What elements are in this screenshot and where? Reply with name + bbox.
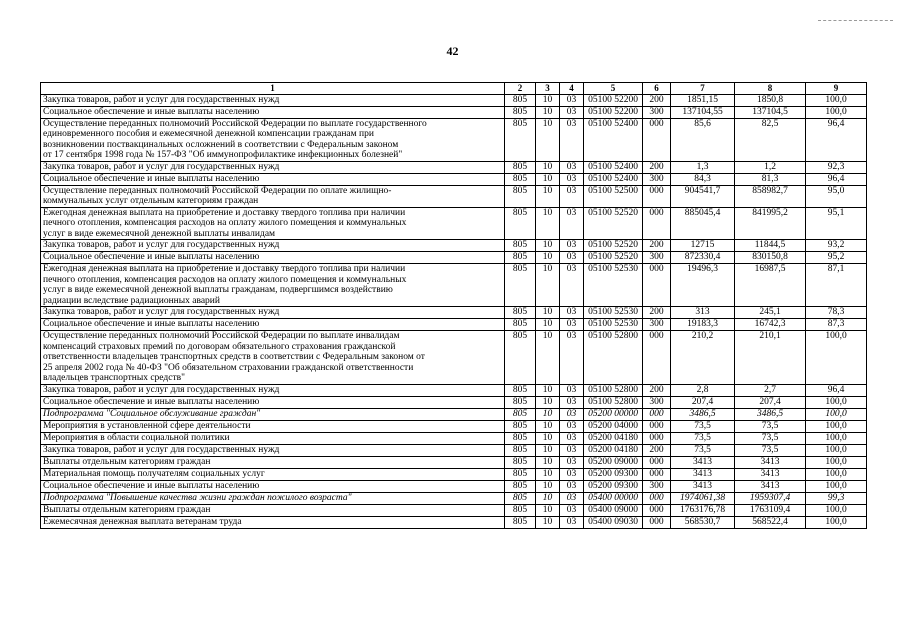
code-3-cell: 10 — [536, 444, 560, 456]
code-5-cell: 05100 52500 — [584, 185, 643, 207]
row-name-cell: Осуществление переданных полномочий Российской Федерации по выплате инвалидам компенсаций страховых премий по договорам обязательного страхования гражданской ответственности владельцев транспортных средств в соответствии с Федеральным законом от 25 апреля 2002 года № 40-ФЗ "Об обязательном страховании гражданской ответственности владельцев транспортных средств" — [41, 331, 505, 385]
value-9-cell: 96,4 — [806, 384, 867, 396]
value-8-cell: 1763109,4 — [735, 504, 806, 516]
value-9-cell: 100,0 — [806, 94, 867, 106]
row-name-cell: Выплаты отдельным категориям граждан — [41, 504, 505, 516]
code-2-cell: 805 — [505, 516, 536, 528]
code-5-cell: 05100 52520 — [584, 207, 643, 240]
code-6-cell: 000 — [643, 408, 671, 420]
code-3-cell: 10 — [536, 396, 560, 408]
code-2-cell: 805 — [505, 492, 536, 504]
value-9-cell: 100,0 — [806, 480, 867, 492]
table-row — [41, 264, 867, 307]
value-8-cell: 1,2 — [735, 161, 806, 173]
header-cell: 6 — [643, 83, 671, 95]
value-7-cell: 210,2 — [671, 331, 735, 385]
code-3-cell: 10 — [536, 504, 560, 516]
value-7-cell: 19183,3 — [671, 319, 735, 331]
table-row — [41, 468, 867, 480]
value-9-cell: 100,0 — [806, 444, 867, 456]
page-number: 42 — [446, 44, 459, 58]
code-2-cell: 805 — [505, 420, 536, 432]
code-3-cell: 10 — [536, 480, 560, 492]
code-4-cell: 03 — [560, 264, 584, 307]
code-2-cell: 805 — [505, 432, 536, 444]
row-name-cell: Выплаты отдельным категориям граждан — [41, 456, 505, 468]
value-7-cell: 313 — [671, 307, 735, 319]
code-3-cell: 10 — [536, 252, 560, 264]
table-row — [41, 420, 867, 432]
header-cell: 8 — [735, 83, 806, 95]
table-row — [41, 94, 867, 106]
value-9-cell: 100,0 — [806, 331, 867, 385]
table-row — [41, 492, 867, 504]
code-4-cell: 03 — [560, 118, 584, 161]
code-4-cell: 03 — [560, 94, 584, 106]
code-2-cell: 805 — [505, 384, 536, 396]
code-3-cell: 10 — [536, 185, 560, 207]
code-3-cell: 10 — [536, 106, 560, 118]
value-9-cell: 93,2 — [806, 240, 867, 252]
table-row — [41, 480, 867, 492]
code-5-cell: 05200 00000 — [584, 408, 643, 420]
value-8-cell: 1959307,4 — [735, 492, 806, 504]
code-2-cell: 805 — [505, 264, 536, 307]
table-row — [41, 319, 867, 331]
code-2-cell: 805 — [505, 319, 536, 331]
code-3-cell: 10 — [536, 264, 560, 307]
code-2-cell: 805 — [505, 207, 536, 240]
code-5-cell: 05100 52530 — [584, 264, 643, 307]
value-9-cell: 100,0 — [806, 106, 867, 118]
code-4-cell: 03 — [560, 396, 584, 408]
value-9-cell: 100,0 — [806, 420, 867, 432]
code-4-cell: 03 — [560, 408, 584, 420]
value-7-cell: 73,5 — [671, 432, 735, 444]
value-9-cell: 100,0 — [806, 396, 867, 408]
table-row — [41, 331, 867, 385]
value-9-cell: 100,0 — [806, 456, 867, 468]
code-4-cell: 03 — [560, 516, 584, 528]
value-8-cell: 73,5 — [735, 432, 806, 444]
value-9-cell: 96,4 — [806, 173, 867, 185]
code-5-cell: 05200 04180 — [584, 432, 643, 444]
row-name-cell: Ежегодная денежная выплата на приобретение и доставку твердого топлива при наличии печного отопления, компенсация расходов на оплату жилого помещения и коммунальных услуг в виде ежемесячной денежной выплаты инвалидам — [41, 207, 505, 240]
code-2-cell: 805 — [505, 240, 536, 252]
header-cell: 2 — [505, 83, 536, 95]
code-5-cell: 05100 52400 — [584, 161, 643, 173]
value-8-cell: 81,3 — [735, 173, 806, 185]
value-7-cell: 3413 — [671, 468, 735, 480]
code-5-cell: 05100 52530 — [584, 307, 643, 319]
row-name-cell: Социальное обеспечение и иные выплаты населению — [41, 319, 505, 331]
code-5-cell: 05100 52800 — [584, 331, 643, 385]
table-row — [41, 504, 867, 516]
value-8-cell: 245,1 — [735, 307, 806, 319]
table-row — [41, 516, 867, 528]
table-row — [41, 432, 867, 444]
top-rule — [818, 20, 893, 21]
code-3-cell: 10 — [536, 94, 560, 106]
code-6-cell: 300 — [643, 480, 671, 492]
code-6-cell: 000 — [643, 432, 671, 444]
code-5-cell: 05400 00000 — [584, 492, 643, 504]
value-8-cell: 3413 — [735, 456, 806, 468]
code-4-cell: 03 — [560, 504, 584, 516]
code-2-cell: 805 — [505, 94, 536, 106]
table-row — [41, 307, 867, 319]
code-2-cell: 805 — [505, 468, 536, 480]
row-name-cell: Социальное обеспечение и иные выплаты населению — [41, 480, 505, 492]
code-5-cell: 05100 52520 — [584, 252, 643, 264]
code-4-cell: 03 — [560, 307, 584, 319]
code-6-cell: 300 — [643, 173, 671, 185]
row-name-cell: Подпрограмма "Повышение качества жизни граждан пожилого возраста" — [41, 492, 505, 504]
table-row — [41, 408, 867, 420]
row-name-cell: Закупка товаров, работ и услуг для государственных нужд — [41, 307, 505, 319]
value-8-cell: 568522,4 — [735, 516, 806, 528]
code-5-cell: 05400 09030 — [584, 516, 643, 528]
code-6-cell: 000 — [643, 516, 671, 528]
code-4-cell: 03 — [560, 420, 584, 432]
code-6-cell: 000 — [643, 492, 671, 504]
code-6-cell: 200 — [643, 161, 671, 173]
code-3-cell: 10 — [536, 432, 560, 444]
code-4-cell: 03 — [560, 456, 584, 468]
code-2-cell: 805 — [505, 106, 536, 118]
table-row — [41, 396, 867, 408]
table-row — [41, 444, 867, 456]
row-name-cell: Социальное обеспечение и иные выплаты населению — [41, 396, 505, 408]
value-7-cell: 73,5 — [671, 444, 735, 456]
table-header-row — [41, 83, 867, 95]
code-2-cell: 805 — [505, 331, 536, 385]
table-row — [41, 161, 867, 173]
code-4-cell: 03 — [560, 468, 584, 480]
value-8-cell: 73,5 — [735, 444, 806, 456]
header-cell: 7 — [671, 83, 735, 95]
code-6-cell: 000 — [643, 331, 671, 385]
value-8-cell: 11844,5 — [735, 240, 806, 252]
row-name-cell: Социальное обеспечение и иные выплаты населению — [41, 173, 505, 185]
code-3-cell: 10 — [536, 516, 560, 528]
code-2-cell: 805 — [505, 307, 536, 319]
value-9-cell: 87,1 — [806, 264, 867, 307]
code-6-cell: 300 — [643, 396, 671, 408]
code-6-cell: 000 — [643, 420, 671, 432]
code-3-cell: 10 — [536, 492, 560, 504]
value-7-cell: 84,3 — [671, 173, 735, 185]
value-9-cell: 100,0 — [806, 432, 867, 444]
value-7-cell: 3413 — [671, 456, 735, 468]
value-8-cell: 3413 — [735, 480, 806, 492]
code-5-cell: 05100 52530 — [584, 319, 643, 331]
value-9-cell: 87,3 — [806, 319, 867, 331]
header-cell: 1 — [41, 83, 505, 95]
table-row — [41, 207, 867, 240]
code-4-cell: 03 — [560, 161, 584, 173]
code-4-cell: 03 — [560, 432, 584, 444]
value-7-cell: 137104,55 — [671, 106, 735, 118]
value-7-cell: 3486,5 — [671, 408, 735, 420]
value-9-cell: 100,0 — [806, 504, 867, 516]
code-6-cell: 000 — [643, 207, 671, 240]
code-5-cell: 05200 09300 — [584, 468, 643, 480]
header-cell: 9 — [806, 83, 867, 95]
code-3-cell: 10 — [536, 420, 560, 432]
code-2-cell: 805 — [505, 252, 536, 264]
row-name-cell: Закупка товаров, работ и услуг для государственных нужд — [41, 240, 505, 252]
code-3-cell: 10 — [536, 240, 560, 252]
code-3-cell: 10 — [536, 468, 560, 480]
row-name-cell: Осуществление переданных полномочий Российской Федерации по оплате жилищно- коммунальных услуг отдельным категориям граждан — [41, 185, 505, 207]
code-4-cell: 03 — [560, 331, 584, 385]
row-name-cell: Ежегодная денежная выплата на приобретение и доставку твердого топлива при наличии печного отопления, компенсация расходов на оплату жилого помещения и коммунальных услуг в виде ежемесячной денежной выплаты гражданам, подвергшимся воздействию радиации вследствие радиационных аварий — [41, 264, 505, 307]
code-4-cell: 03 — [560, 252, 584, 264]
row-name-cell: Материальная помощь получателям социальных услуг — [41, 468, 505, 480]
code-2-cell: 805 — [505, 161, 536, 173]
code-6-cell: 300 — [643, 106, 671, 118]
code-5-cell: 05100 52200 — [584, 94, 643, 106]
table-row — [41, 384, 867, 396]
value-9-cell: 95,0 — [806, 185, 867, 207]
value-7-cell: 904541,7 — [671, 185, 735, 207]
header-cell: 3 — [536, 83, 560, 95]
value-9-cell: 100,0 — [806, 516, 867, 528]
value-7-cell: 2,8 — [671, 384, 735, 396]
row-name-cell: Закупка товаров, работ и услуг для государственных нужд — [41, 161, 505, 173]
code-5-cell: 05200 04000 — [584, 420, 643, 432]
value-9-cell: 99,3 — [806, 492, 867, 504]
value-7-cell: 568530,7 — [671, 516, 735, 528]
value-8-cell: 82,5 — [735, 118, 806, 161]
code-4-cell: 03 — [560, 319, 584, 331]
code-4-cell: 03 — [560, 106, 584, 118]
table-row — [41, 185, 867, 207]
code-2-cell: 805 — [505, 185, 536, 207]
code-4-cell: 03 — [560, 384, 584, 396]
code-5-cell: 05100 52800 — [584, 396, 643, 408]
value-7-cell: 73,5 — [671, 420, 735, 432]
table-row — [41, 118, 867, 161]
code-3-cell: 10 — [536, 456, 560, 468]
code-3-cell: 10 — [536, 118, 560, 161]
value-9-cell: 96,4 — [806, 118, 867, 161]
row-name-cell: Закупка товаров, работ и услуг для государственных нужд — [41, 94, 505, 106]
table-row — [41, 173, 867, 185]
table-row — [41, 252, 867, 264]
code-5-cell: 05100 52400 — [584, 173, 643, 185]
row-name-cell: Мероприятия в области социальной политики — [41, 432, 505, 444]
code-2-cell: 805 — [505, 444, 536, 456]
value-7-cell: 3413 — [671, 480, 735, 492]
code-6-cell: 200 — [643, 384, 671, 396]
code-6-cell: 200 — [643, 240, 671, 252]
code-3-cell: 10 — [536, 207, 560, 240]
code-2-cell: 805 — [505, 118, 536, 161]
table-body — [41, 94, 867, 528]
row-name-cell: Социальное обеспечение и иные выплаты населению — [41, 106, 505, 118]
row-name-cell: Мероприятия в установленной сфере деятельности — [41, 420, 505, 432]
code-2-cell: 805 — [505, 504, 536, 516]
header-cell: 4 — [560, 83, 584, 95]
value-8-cell: 73,5 — [735, 420, 806, 432]
row-name-cell: Закупка товаров, работ и услуг для государственных нужд — [41, 444, 505, 456]
code-3-cell: 10 — [536, 319, 560, 331]
value-7-cell: 1,3 — [671, 161, 735, 173]
code-4-cell: 03 — [560, 207, 584, 240]
value-8-cell: 137104,5 — [735, 106, 806, 118]
code-5-cell: 05100 52520 — [584, 240, 643, 252]
value-7-cell: 1763176,78 — [671, 504, 735, 516]
code-2-cell: 805 — [505, 408, 536, 420]
value-9-cell: 78,3 — [806, 307, 867, 319]
code-6-cell: 000 — [643, 264, 671, 307]
code-4-cell: 03 — [560, 240, 584, 252]
value-8-cell: 3413 — [735, 468, 806, 480]
row-name-cell: Социальное обеспечение и иные выплаты населению — [41, 252, 505, 264]
table-row — [41, 456, 867, 468]
code-5-cell: 05100 52800 — [584, 384, 643, 396]
code-6-cell: 000 — [643, 468, 671, 480]
value-7-cell: 19496,3 — [671, 264, 735, 307]
value-7-cell: 207,4 — [671, 396, 735, 408]
row-name-cell: Подпрограмма "Социальное обслуживание граждан" — [41, 408, 505, 420]
value-8-cell: 3486,5 — [735, 408, 806, 420]
value-7-cell: 1974061,38 — [671, 492, 735, 504]
code-6-cell: 200 — [643, 444, 671, 456]
code-3-cell: 10 — [536, 161, 560, 173]
value-8-cell: 210,1 — [735, 331, 806, 385]
code-4-cell: 03 — [560, 173, 584, 185]
code-4-cell: 03 — [560, 185, 584, 207]
code-6-cell: 000 — [643, 456, 671, 468]
code-5-cell: 05100 52200 — [584, 106, 643, 118]
code-2-cell: 805 — [505, 480, 536, 492]
value-8-cell: 858982,7 — [735, 185, 806, 207]
value-9-cell: 92,3 — [806, 161, 867, 173]
code-2-cell: 805 — [505, 173, 536, 185]
row-name-cell: Ежемесячная денежная выплата ветеранам труда — [41, 516, 505, 528]
value-7-cell: 85,6 — [671, 118, 735, 161]
value-7-cell: 885045,4 — [671, 207, 735, 240]
code-6-cell: 200 — [643, 94, 671, 106]
code-5-cell: 05100 52400 — [584, 118, 643, 161]
value-8-cell: 841995,2 — [735, 207, 806, 240]
value-9-cell: 95,2 — [806, 252, 867, 264]
value-8-cell: 830150,8 — [735, 252, 806, 264]
code-4-cell: 03 — [560, 480, 584, 492]
code-4-cell: 03 — [560, 444, 584, 456]
code-3-cell: 10 — [536, 307, 560, 319]
value-8-cell: 16987,5 — [735, 264, 806, 307]
table-row — [41, 240, 867, 252]
table-row — [41, 106, 867, 118]
code-6-cell: 300 — [643, 319, 671, 331]
value-8-cell: 1850,8 — [735, 94, 806, 106]
code-6-cell: 000 — [643, 185, 671, 207]
code-6-cell: 300 — [643, 252, 671, 264]
code-3-cell: 10 — [536, 408, 560, 420]
code-2-cell: 805 — [505, 456, 536, 468]
value-8-cell: 207,4 — [735, 396, 806, 408]
code-3-cell: 10 — [536, 384, 560, 396]
code-6-cell: 000 — [643, 504, 671, 516]
value-8-cell: 16742,3 — [735, 319, 806, 331]
value-7-cell: 1851,15 — [671, 94, 735, 106]
value-7-cell: 872330,4 — [671, 252, 735, 264]
code-3-cell: 10 — [536, 331, 560, 385]
code-5-cell: 05200 09000 — [584, 456, 643, 468]
code-5-cell: 05400 09000 — [584, 504, 643, 516]
code-5-cell: 05200 09300 — [584, 480, 643, 492]
code-5-cell: 05200 04180 — [584, 444, 643, 456]
value-9-cell: 100,0 — [806, 468, 867, 480]
row-name-cell: Закупка товаров, работ и услуг для государственных нужд — [41, 384, 505, 396]
code-2-cell: 805 — [505, 396, 536, 408]
value-8-cell: 2,7 — [735, 384, 806, 396]
code-6-cell: 200 — [643, 307, 671, 319]
row-name-cell: Осуществление переданных полномочий Российской Федерации по выплате государственного единовременного пособия и ежемесячной денежной компенсации гражданам при возникновении поствакцинальных осложнений в соответствии с Федеральным законом от 17 сентября 1998 года № 157-ФЗ "Об иммунопрофилактике инфекционных болезней" — [41, 118, 505, 161]
value-9-cell: 100,0 — [806, 408, 867, 420]
code-3-cell: 10 — [536, 173, 560, 185]
budget-table — [40, 82, 867, 529]
code-4-cell: 03 — [560, 492, 584, 504]
value-7-cell: 12715 — [671, 240, 735, 252]
header-cell: 5 — [584, 83, 643, 95]
code-6-cell: 000 — [643, 118, 671, 161]
value-9-cell: 95,1 — [806, 207, 867, 240]
